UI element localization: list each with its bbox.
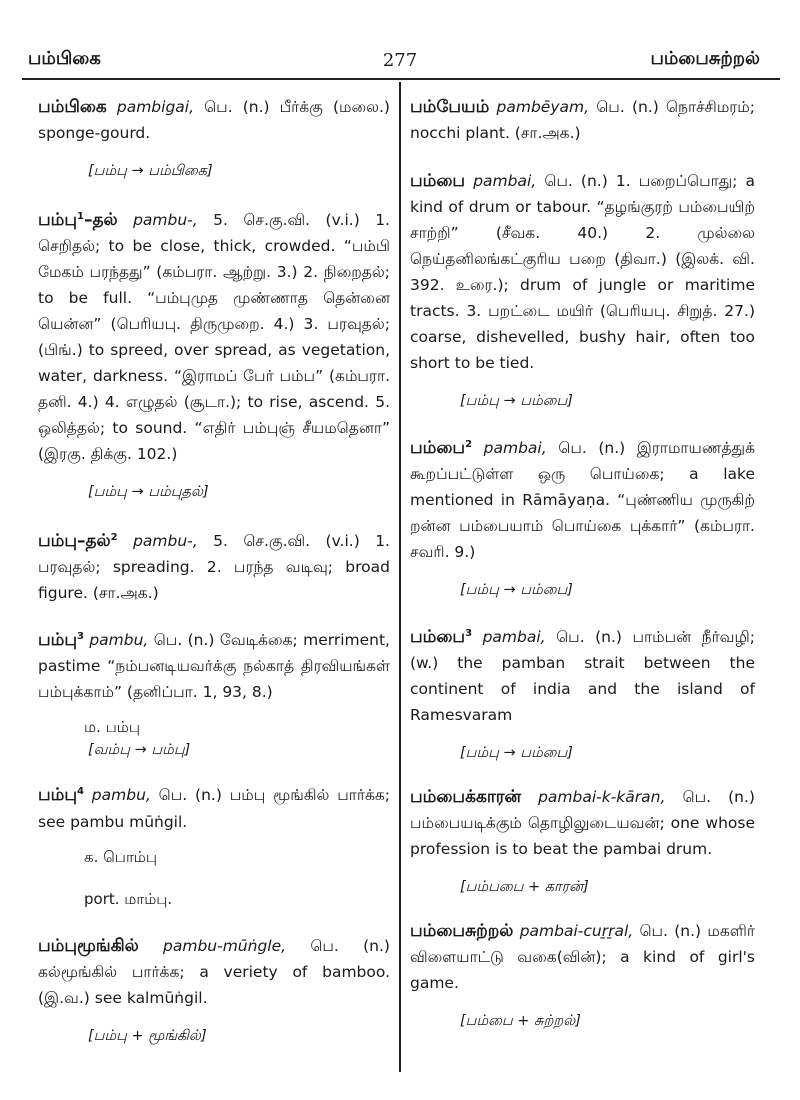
header-right-guideword: பம்பைசுற்றல் xyxy=(650,48,760,69)
dictionary-entry xyxy=(38,779,390,910)
etymology: [பம்பை + சுற்றல்] xyxy=(460,1013,581,1030)
headword: பம்பு xyxy=(38,210,77,231)
cognate: ம. பம்பு xyxy=(84,718,141,737)
etymology: [பம்பு → பம்பை] xyxy=(460,745,573,762)
page-header xyxy=(0,0,800,80)
dictionary-entry xyxy=(38,204,390,503)
definition: பெ. (n.) வேடிக்கை; merriment, pastime “நம்பனடியவர்க்கு நல்காத் திரவியங்கள் பம்புக்காம்” (தனிப்பா. 1, 93, 8.) xyxy=(38,631,390,702)
headword: பம்பை xyxy=(410,171,466,191)
transliteration: pambēyam, xyxy=(496,98,590,116)
homograph-number: 3 xyxy=(76,631,84,643)
definition: பெ. (n.) பம்பு மூங்கில் பார்க்க; see pambu mūṅgil. xyxy=(38,786,390,831)
dictionary-entry xyxy=(410,432,755,601)
headword: பம்புமூங்கில் xyxy=(38,935,139,956)
transliteration: pambai-k-kāran, xyxy=(538,788,666,807)
column-divider xyxy=(399,82,401,1072)
page-number: 277 xyxy=(382,50,418,71)
headword: பம்பு xyxy=(38,785,77,806)
transliteration: pambu, xyxy=(89,631,149,650)
homograph-number: 3 xyxy=(465,628,473,640)
headword: பம்பேயம் xyxy=(410,97,490,117)
left-column xyxy=(38,94,390,1047)
definition: பெ. (n.) பீர்க்கு (மலை.) sponge-gourd. xyxy=(38,98,390,142)
definition: பெ. (n.) பாம்பன் நீர்வழி; (w.) the pamban strait between the continent of india and the island of Ramesvaram xyxy=(410,628,755,725)
dictionary-entry xyxy=(38,94,390,182)
transliteration: pambai, xyxy=(482,628,546,647)
transliteration: pambu-, xyxy=(133,211,198,230)
etymology: [பம்பு → பம்பை] xyxy=(460,393,573,409)
transliteration: pambai, xyxy=(483,439,547,458)
transliteration: pambai, xyxy=(473,172,537,190)
header-left-guideword: பம்பிகை xyxy=(28,48,101,69)
homograph-number: 2 xyxy=(465,439,473,450)
headword: பம்பு xyxy=(38,630,77,651)
definition: 5. செ.கு.வி. (v.i.) 1. செறிதல்; to be close, thick, crowded. “பம்பி மேகம் பரந்தது” (கம்பரா. ஆற்று. 3.) 2. நிறைதல்; to be full. “பம்புமுத முண்ணாத தென்னை யென்ன” (பெரியபு. திருமுறை. 4.) 3. பரவுதல்; (பிங்.) to spreed, over spread, as vegetation, water, darkness. “இராமப் பேர் பம்ப” (கம்பரா. தனி. 4.) 4. எழுதல் (சூடா.); to rise, ascend. 5. ஒலித்தல்; to sound. “எதிர் பம்புஞ் சீயமதெனா” (இரகு. திக்கு. 102.) xyxy=(38,211,390,464)
headword: பம்பிகை xyxy=(38,97,107,117)
definition: பெ. (n.) மகளிர் விளையாட்டு வகை(வின்); a kind of girl's game. xyxy=(410,922,755,993)
dictionary-entry xyxy=(410,94,755,146)
etymology: [பம்பபை + காரன்] xyxy=(460,879,589,896)
transliteration: pambu-mūṅgle, xyxy=(163,936,287,955)
dictionary-entry xyxy=(410,621,755,764)
headword: பம்பை xyxy=(410,627,466,648)
definition: பெ. (n.) பம்பையடிக்கும் தொழிலுடையவன்; one whose profession is to beat the pambai drum. xyxy=(410,788,755,859)
definition: பெ. (n.) இராமாயணத்துக் கூறப்பட்டுள்ள ஒரு பொய்கை; a lake mentioned in Rāmāyaṇa. “புண்ணிய முருகிற் றன்ன பம்பையாம் பொய்கை புக்கார்” (கம்பரா. சவரி. 9.) xyxy=(410,439,755,562)
etymology: [வம்பு → பம்பு] xyxy=(88,742,191,759)
definition: பெ. (n.) நொச்சிமரம்; nocchi plant. (சா.அக.) xyxy=(410,98,755,142)
dictionary-entry xyxy=(38,933,390,1047)
etymology: [பம்பு → பம்பை] xyxy=(460,582,573,599)
dictionary-entry xyxy=(38,525,390,606)
transliteration: pambu, xyxy=(91,786,151,805)
etymology: [பம்பு → பம்பிகை] xyxy=(88,163,213,179)
definition: பெ. (n.) கல்மூங்கில் பார்க்க; a veriety of bamboo. (இ.வ.) see kalmūṅgil. xyxy=(38,936,390,1007)
header-rule xyxy=(22,78,780,80)
cognate: port. மாம்பு. xyxy=(84,889,173,908)
etymology: [பம்பு → பம்புதல்] xyxy=(88,484,209,501)
dictionary-entry xyxy=(410,918,755,1032)
homograph-number: 1 xyxy=(76,211,84,222)
homograph-number: 2 xyxy=(110,532,118,544)
headword: பம்பை xyxy=(410,438,466,459)
dictionary-entry xyxy=(38,624,390,761)
transliteration: pambai-cuṟṟal, xyxy=(519,922,634,941)
dictionary-entry xyxy=(410,784,755,898)
dictionary-entry xyxy=(410,168,755,412)
headword: பம்பைசுற்றல் xyxy=(410,921,514,942)
transliteration: pambu-, xyxy=(133,532,198,551)
right-column xyxy=(410,94,755,1032)
definition: 5. செ.கு.வி. (v.i.) 1. பரவுதல்; spreading. 2. பரந்த வடிவு; broad figure. (சா.அக.) xyxy=(38,532,390,603)
homograph-number: 4 xyxy=(76,786,84,798)
definition: பெ. (n.) 1. பறைப்பொது; a kind of drum or tabour. “தழங்குரற் பம்பையிற் சாற்றி” (சீவக. 40.) 2. முல்லை நெய்தனிலங்கட்குரிய பறை (திவா.) (இலக். வி. 392. உரை.); drum of jungle or maritime tracts. 3. பறட்டை மயிர் (பெரியபு. சிறுத். 27.) coarse, dishevelled, bushy hair, often too short to be tied. xyxy=(410,172,756,372)
headword-suffix: –தல் xyxy=(83,210,118,231)
cognate: க. பொம்பு xyxy=(84,847,158,866)
headword: பம்பைக்காரன் xyxy=(410,787,521,808)
transliteration: pambigai, xyxy=(116,98,195,116)
headword: பம்பு–தல் xyxy=(38,531,111,552)
etymology: [பம்பு + மூங்கில்] xyxy=(88,1027,207,1044)
